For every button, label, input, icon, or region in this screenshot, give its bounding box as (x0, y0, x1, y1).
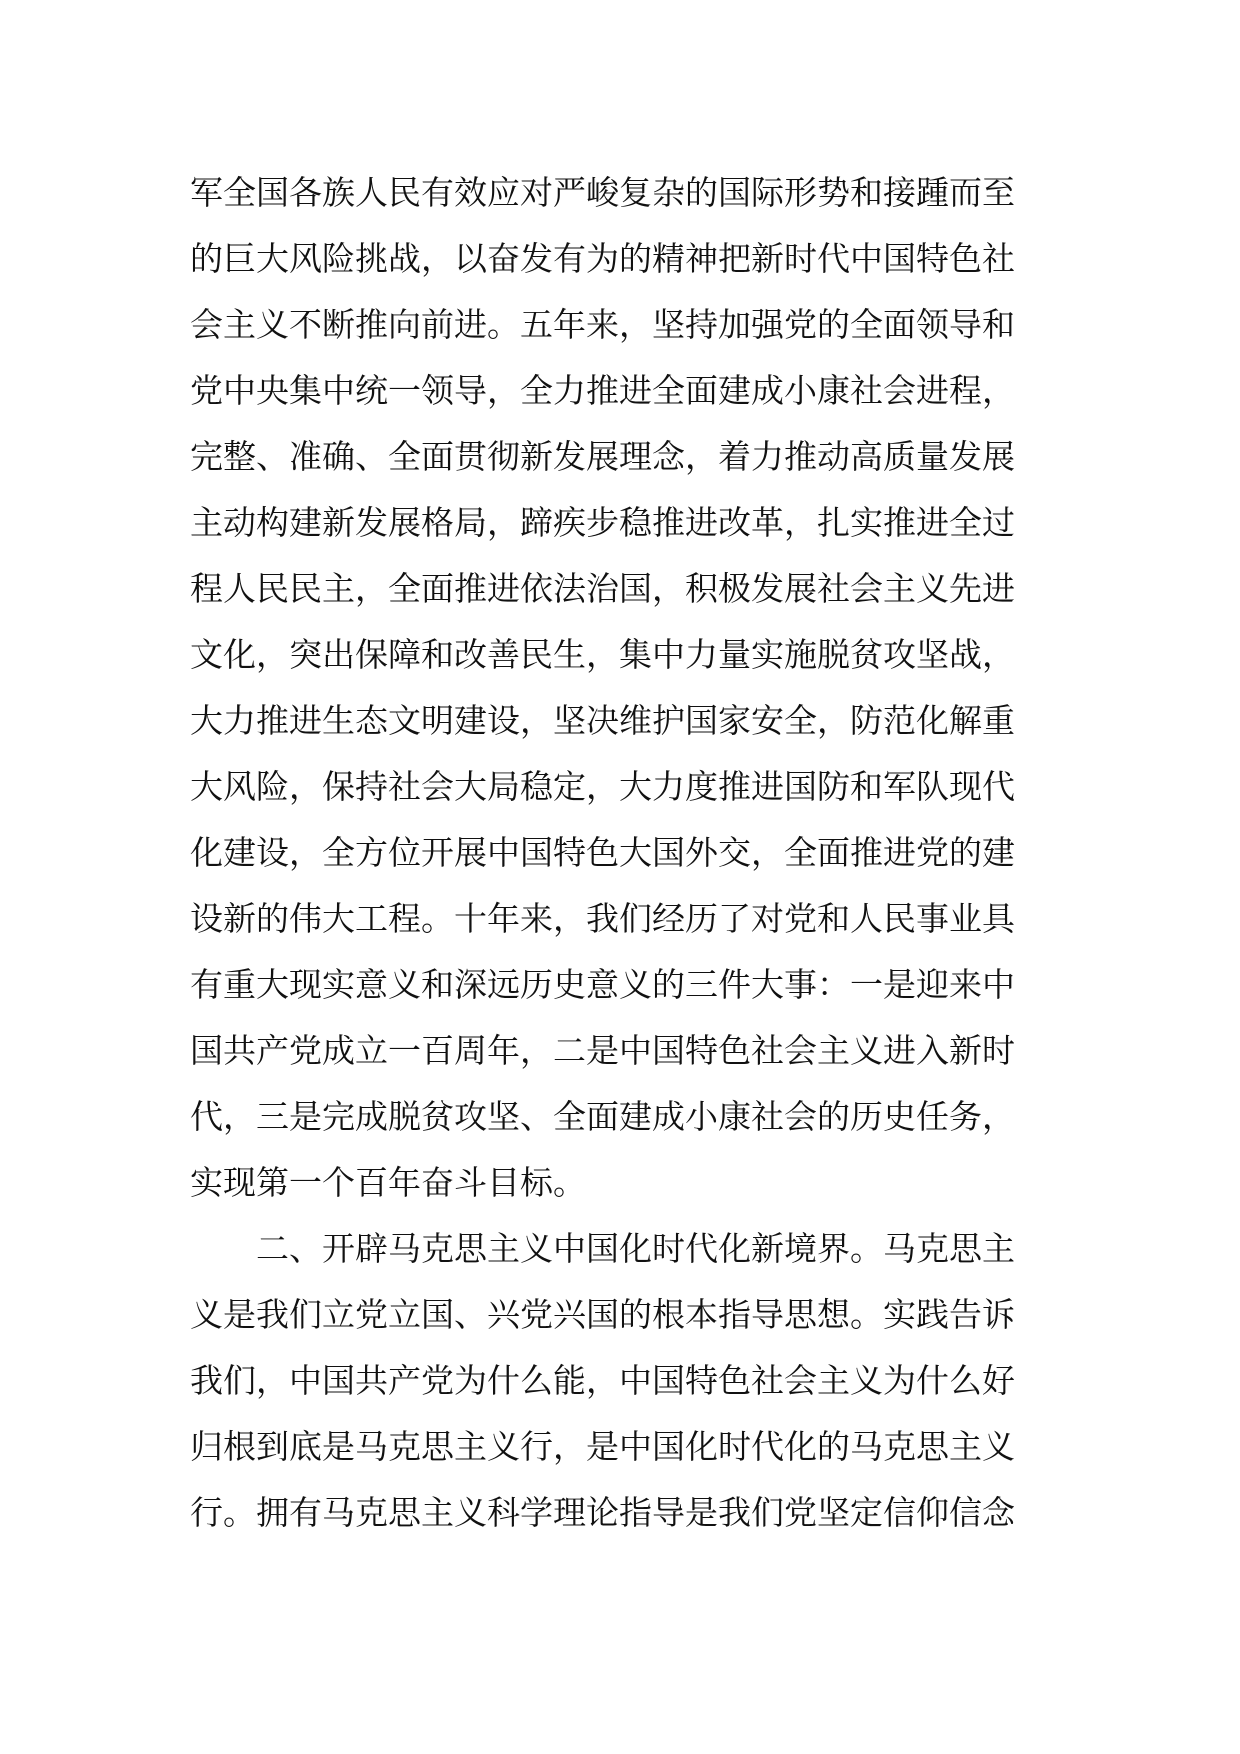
text-line: 二、开辟马克思主义中国化时代化新境界。马克思主 (190, 1229, 1015, 1268)
text-line: 文化，突出保障和改善民生，集中力量实施脱贫攻坚战， (190, 635, 1015, 674)
body-text (190, 160, 1070, 1546)
text-line: 实现第一个百年奋斗目标。 (190, 1163, 586, 1202)
text-line: 的巨大风险挑战，以奋发有为的精神把新时代中国特色社 (190, 239, 1015, 278)
paragraph-1 (190, 160, 1070, 1216)
text-line: 会主义不断推向前进。五年来，坚持加强党的全面领导和 (190, 305, 1015, 344)
text-line: 大力推进生态文明建设，坚决维护国家安全，防范化解重 (190, 701, 1015, 740)
text-line: 有重大现实意义和深远历史意义的三件大事：一是迎来中 (190, 965, 1015, 1004)
text-line: 化建设，全方位开展中国特色大国外交，全面推进党的建 (190, 833, 1015, 872)
text-line: 军全国各族人民有效应对严峻复杂的国际形势和接踵而至 (190, 173, 1015, 212)
text-line: 大风险，保持社会大局稳定，大力度推进国防和军队现代 (190, 767, 1015, 806)
text-line: 行。拥有马克思主义科学理论指导是我们党坚定信仰信念 (190, 1493, 1015, 1532)
text-line: 代，三是完成脱贫攻坚、全面建成小康社会的历史任务， (190, 1097, 1015, 1136)
paragraph-2 (190, 1216, 1070, 1546)
text-line: 国共产党成立一百周年，二是中国特色社会主义进入新时 (190, 1031, 1015, 1070)
text-line: 归根到底是马克思主义行，是中国化时代化的马克思主义 (190, 1427, 1015, 1466)
text-line: 程人民民主，全面推进依法治国，积极发展社会主义先进 (190, 569, 1015, 608)
text-line: 党中央集中统一领导，全力推进全面建成小康社会进程， (190, 371, 1015, 410)
text-line: 我们，中国共产党为什么能，中国特色社会主义为什么好 (190, 1361, 1015, 1400)
text-line: 主动构建新发展格局，蹄疾步稳推进改革，扎实推进全过 (190, 503, 1015, 542)
text-line: 设新的伟大工程。十年来，我们经历了对党和人民事业具 (190, 899, 1015, 938)
text-line: 义是我们立党立国、兴党兴国的根本指导思想。实践告诉 (190, 1295, 1015, 1334)
text-line: 完整、准确、全面贯彻新发展理念，着力推动高质量发展 (190, 437, 1015, 476)
